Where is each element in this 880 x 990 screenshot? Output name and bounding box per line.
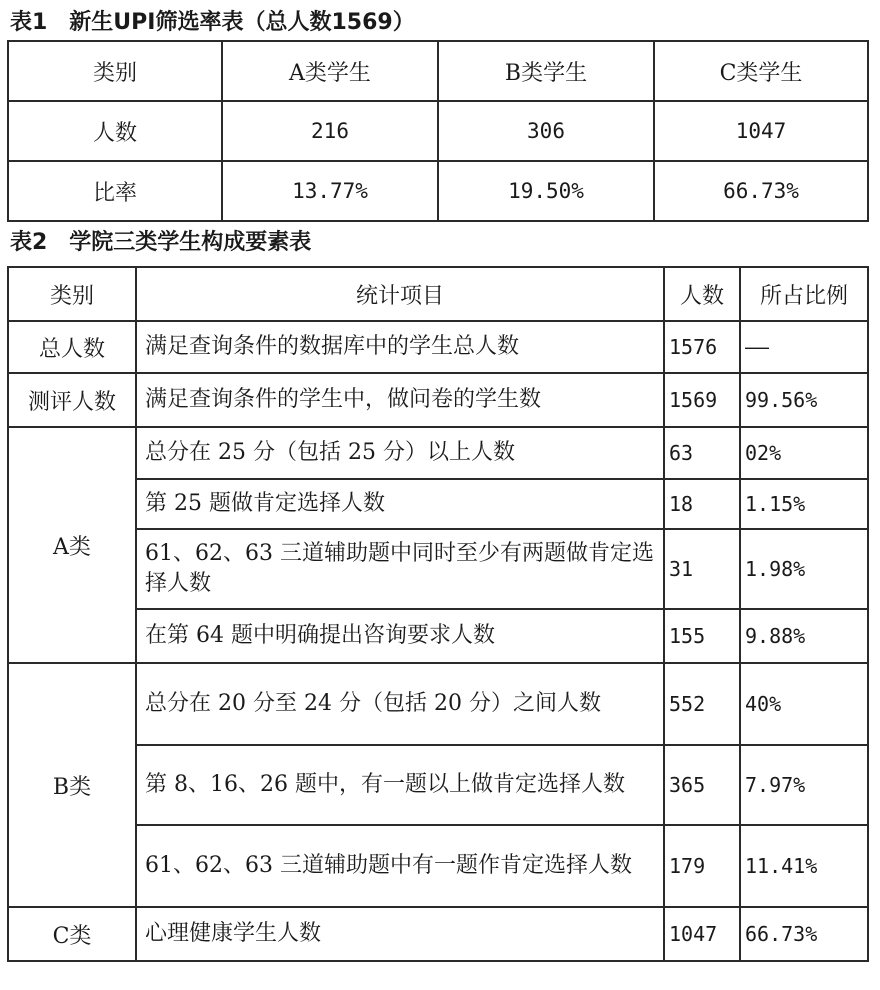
ratio-cell: 40%	[740, 663, 868, 745]
table1-row-label: 比率	[8, 161, 222, 221]
table1-header-b: B类学生	[438, 41, 654, 101]
count-cell: 179	[664, 825, 740, 907]
count-cell: 1569	[664, 373, 740, 427]
ratio-cell: 99.56%	[740, 373, 868, 427]
count-cell: 1576	[664, 321, 740, 373]
item-cell: 满足查询条件的学生中，做问卷的学生数	[136, 373, 664, 427]
table2-row-b1	[8, 663, 868, 745]
table1-caption: 表1 新生UPI筛选率表（总人数1569）	[10, 10, 415, 35]
count-cell: 552	[664, 663, 740, 745]
ratio-cell: 9.88%	[740, 609, 868, 663]
table1-cell: 306	[438, 101, 654, 161]
category-cell-b: B类	[8, 663, 136, 907]
item-cell: 第 25 题做肯定选择人数	[136, 479, 664, 529]
count-cell: 155	[664, 609, 740, 663]
table1-cell: 19.50%	[438, 161, 654, 221]
table2-row-a1	[8, 427, 868, 479]
category-cell: 总人数	[8, 321, 136, 373]
table2-row-c1	[8, 907, 868, 961]
table2-header-ratio: 所占比例	[740, 267, 868, 321]
table1-header-category: 类别	[8, 41, 222, 101]
category-cell: 测评人数	[8, 373, 136, 427]
table2-header-row	[8, 267, 868, 321]
table2-row-assessed	[8, 373, 868, 427]
count-cell: 18	[664, 479, 740, 529]
table1-cell: 13.77%	[222, 161, 438, 221]
count-cell: 31	[664, 529, 740, 609]
count-cell: 1047	[664, 907, 740, 961]
table2-row-total	[8, 321, 868, 373]
table2-header-count: 人数	[664, 267, 740, 321]
table1-header-row	[8, 41, 868, 101]
table1-header-a: A类学生	[222, 41, 438, 101]
item-cell: 满足查询条件的数据库中的学生总人数	[136, 321, 664, 373]
item-cell: 第 8、16、26 题中，有一题以上做肯定选择人数	[136, 745, 664, 825]
student-category-composition-table	[7, 266, 869, 962]
category-cell-c: C类	[8, 907, 136, 961]
item-cell: 在第 64 题中明确提出咨询要求人数	[136, 609, 664, 663]
ratio-cell: 7.97%	[740, 745, 868, 825]
ratio-cell: 1.15%	[740, 479, 868, 529]
table2-header-item: 统计项目	[136, 267, 664, 321]
table1-cell: 216	[222, 101, 438, 161]
table1-row-label: 人数	[8, 101, 222, 161]
table2-row-b2	[8, 745, 868, 825]
ratio-cell: 11.41%	[740, 825, 868, 907]
table2-row-a2	[8, 479, 868, 529]
item-cell: 总分在 25 分（包括 25 分）以上人数	[136, 427, 664, 479]
ratio-cell: 66.73%	[740, 907, 868, 961]
table1-cell: 66.73%	[654, 161, 868, 221]
table1-row-ratio	[8, 161, 868, 221]
table1-cell: 1047	[654, 101, 868, 161]
ratio-cell: 1.98%	[740, 529, 868, 609]
item-cell: 总分在 20 分至 24 分（包括 20 分）之间人数	[136, 663, 664, 745]
table2-row-a3	[8, 529, 868, 609]
count-cell: 365	[664, 745, 740, 825]
table2-header-category: 类别	[8, 267, 136, 321]
table2-caption: 表2 学院三类学生构成要素表	[10, 230, 312, 255]
upi-screening-rate-table	[7, 40, 869, 222]
table2-row-b3	[8, 825, 868, 907]
category-cell-a: A类	[8, 427, 136, 663]
item-cell: 61、62、63 三道辅助题中有一题作肯定选择人数	[136, 825, 664, 907]
ratio-cell: 02%	[740, 427, 868, 479]
count-cell: 63	[664, 427, 740, 479]
table2-row-a4	[8, 609, 868, 663]
table1-header-c: C类学生	[654, 41, 868, 101]
item-cell: 心理健康学生人数	[136, 907, 664, 961]
ratio-cell: ——	[740, 321, 868, 373]
item-cell: 61、62、63 三道辅助题中同时至少有两题做肯定选择人数	[136, 529, 664, 609]
table1-row-count	[8, 101, 868, 161]
